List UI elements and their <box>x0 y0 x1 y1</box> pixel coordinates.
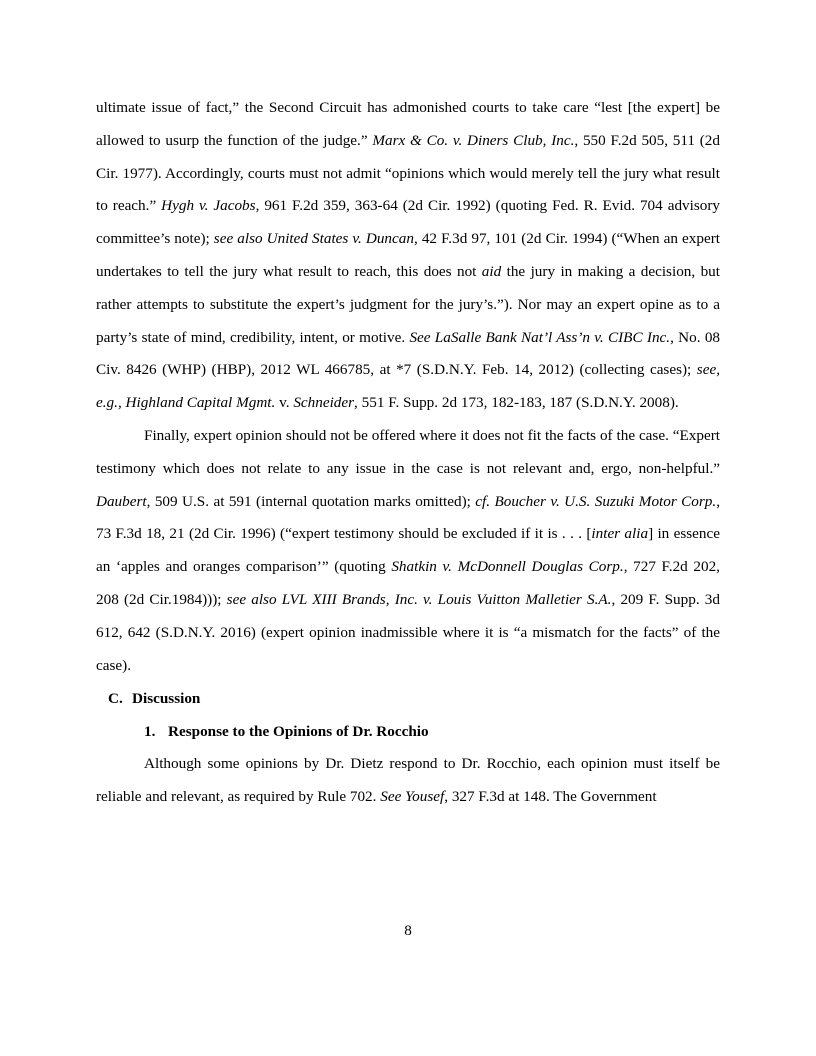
body-text: , 327 F.3d at 148. The Government <box>444 788 657 806</box>
body-text: the jury in making a decision, but rather attempts to substitute the expert’s judgment for the jury’s.”). Nor may an expert opine as to a party’s state of mind, credibility, intent, or motive. <box>96 262 720 346</box>
citation-text: inter alia <box>591 525 649 543</box>
citation-text: Shatkin v. McDonnell Douglas Corp. <box>391 558 624 576</box>
body-text: , 551 F. Supp. 2d 173, 182-183, 187 (S.D.N.Y. 2008). <box>354 394 679 412</box>
page-number: 8 <box>404 922 412 939</box>
body-text: ultimate issue of fact,” the Second Circuit has admonished courts to take care “lest [the expert] be allowed to usurp the function of the judge.” <box>96 99 720 149</box>
body-text: , 42 F.3d 97, 101 (2d Cir. 1994) (“When an expert undertakes to tell the jury what result to reach, this does not <box>96 230 720 280</box>
body-text: v. <box>275 394 294 412</box>
paragraph-expert-ultimate-issue <box>96 92 720 420</box>
citation-text: Schneider <box>293 394 355 412</box>
body-text: Finally, expert opinion should not be offered where it does not fit the facts of the case. “Expert testimony which does not relate to any issue in the case is not relevant and, ergo, non-helpful.” <box>96 426 720 477</box>
document-page <box>96 92 720 814</box>
body-text: , 550 F.2d 505, 511 (2d Cir. 1977). Accordingly, courts must not admit “opinions which would merely tell the jury what result to reach.” <box>96 131 720 215</box>
citation-text: see also United States v. Duncan <box>213 230 414 248</box>
subsection-heading-number: 1. <box>144 723 156 741</box>
citation-text: see, e.g. <box>96 361 720 412</box>
paragraph-response-reliability <box>96 748 720 814</box>
body-text: , 509 U.S. at 591 (internal quotation marks omitted); <box>146 492 476 510</box>
citation-text: see also LVL XIII Brands, Inc. v. Louis Vuitton Malletier S.A. <box>226 590 612 608</box>
citation-text: Daubert <box>96 492 147 510</box>
citation-text: See Yousef <box>380 788 445 806</box>
body-text: , 727 F.2d 202, 208 (2d Cir.1984))); <box>96 558 720 608</box>
citation-text: Hygh v. Jacobs <box>161 197 256 215</box>
body-text: , 961 F.2d 359, 363-64 (2d Cir. 1992) (quoting Fed. R. Evid. 704 advisory committee’s note); <box>96 197 721 248</box>
citation-text: See LaSalle Bank Nat’l Ass’n v. CIBC Inc. <box>409 328 671 346</box>
citation-text: Highland Capital Mgmt. <box>125 394 276 412</box>
subsection-heading-title: Response to the Opinions of Dr. Rocchio <box>168 723 429 741</box>
section-heading-title: Discussion <box>132 690 201 708</box>
citation-text: aid <box>481 262 502 280</box>
body-text: ] in essence an ‘apples and oranges comparison’” (quoting <box>96 525 720 576</box>
body-text: , 73 F.3d 18, 21 (2d Cir. 1996) (“expert testimony should be excluded if it is . . . [ <box>96 492 720 543</box>
body-text: Although some opinions by Dr. Dietz respond to Dr. Rocchio, each opinion must itself be reliable and relevant, as required by Rule 702. <box>96 755 720 806</box>
paragraph-expert-fit <box>96 420 720 682</box>
body-text: , <box>117 394 126 412</box>
body-text: , 209 F. Supp. 3d 612, 642 (S.D.N.Y. 2016) (expert opinion inadmissible where it is “a mismatch for the facts” of the case). <box>96 590 720 674</box>
section-heading-number: C. <box>108 690 123 708</box>
citation-text: cf. Boucher v. U.S. Suzuki Motor Corp. <box>475 492 717 510</box>
section-heading-discussion <box>96 682 720 715</box>
body-text: , No. 08 Civ. 8426 (WHP) (HBP), 2012 WL 466785, at *7 (S.D.N.Y. Feb. 14, 2012) (collecting cases); <box>96 328 721 379</box>
citation-text: Marx & Co. v. Diners Club, Inc. <box>372 131 575 149</box>
subsection-heading-response <box>96 715 720 748</box>
